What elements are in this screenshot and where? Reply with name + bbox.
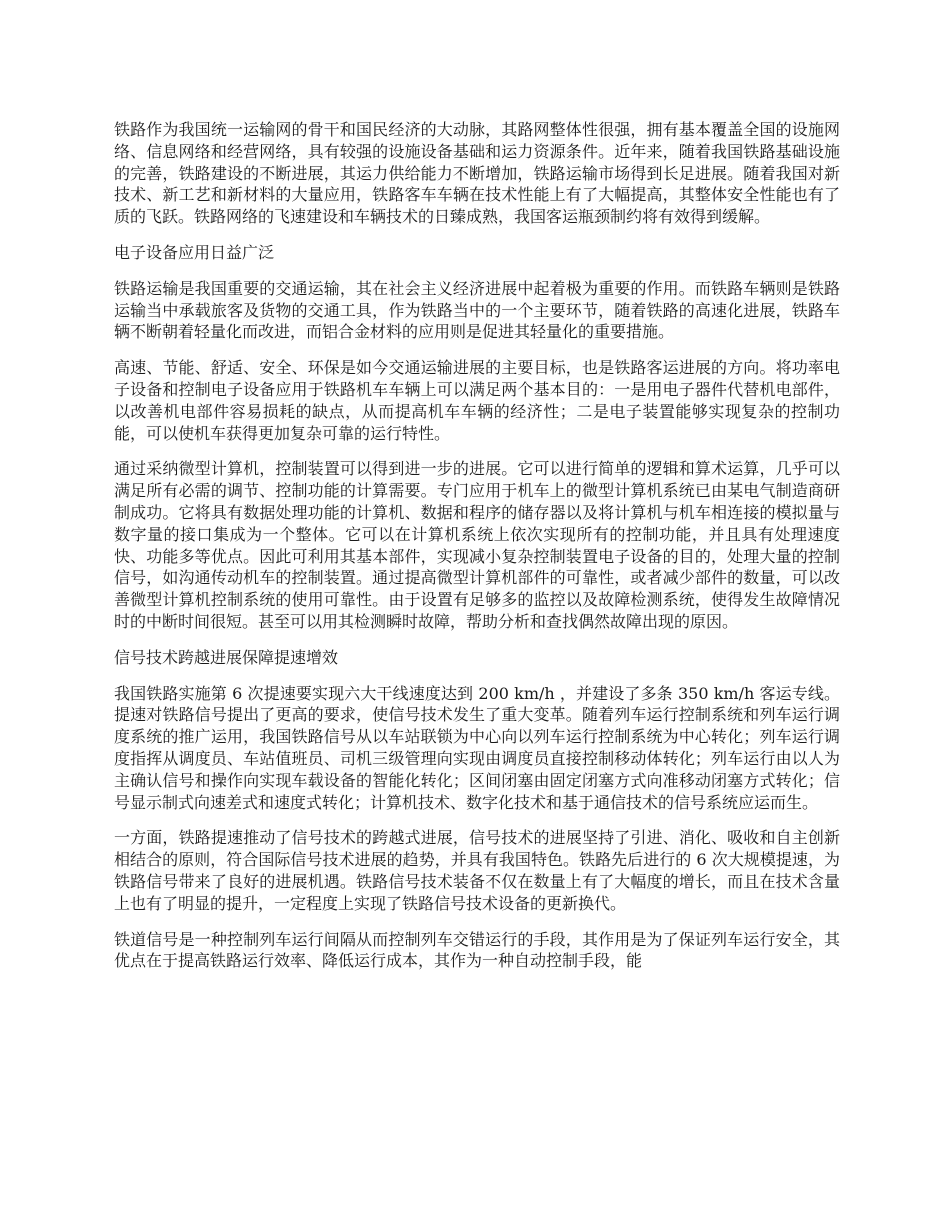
- section-heading-signal: 信号技术跨越进展保障提速增效: [114, 647, 339, 667]
- paragraph-goals: 高速、节能、舒适、安全、环保是如今交通运输进展的主要目标，也是铁路客运进展的方向。将功率电子设备和控制电子设备应用于铁路机车车辆上可以满足两个基本目的：一是用电子器件代替机电部件，以改善机电部件容易损耗的缺点，从而提高机车车辆的经济性；二是电子装置能够实现复杂的控制功能，可以使机车获得更加复杂可靠的运行特性。: [114, 358, 840, 443]
- paragraph-intro: 铁路作为我国统一运输网的骨干和国民经济的大动脉，其路网整体性很强，拥有基本覆盖全国的设施网络、信息网络和经营网络，具有较强的设施设备基础和运力资源条件。近年来，随着我国铁路基础设施的完善，铁路建设的不断进展，其运力供给能力不断增加，铁路运输市场得到长足进展。随着我国对新技术、新工艺和新材料的大量应用，铁路客车车辆在技术性能上有了大幅提高，其整体安全性能也有了质的飞跃。铁路网络的飞速建设和车辆技术的日臻成熟，我国客运瓶颈制约将有效得到缓解。: [114, 120, 840, 227]
- section-heading-electronics: 电子设备应用日益广泛: [114, 242, 275, 262]
- paragraph-signal-progress: 一方面，铁路提速推动了信号技术的跨越式进展，信号技术的进展坚持了引进、消化、吸收和自主创新相结合的原则，符合国际信号技术进展的趋势，并具有我国特色。铁路先后进行的 6 次大规模提速，为铁路信号带来了良好的进展机遇。铁路信号技术装备不仅在数量上有了大幅度的增长，而且在技术含量上也有了明显的提升，一定程度上实现了铁路信号技术设备的更新换代。: [114, 828, 840, 913]
- paragraph-speedup: 我国铁路实施第 6 次提速要实现六大干线速度达到 200 km/h ，并建设了多条 350 km/h 客运专线。提速对铁路信号提出了更高的要求，使信号技术发生了重大变革。随着列车运行控制系统和列车运行调度系统的推广运用，我国铁路信号从以车站联锁为中心向以列车运行控制系统为中心转化；列车运行调度指挥从调度员、车站值班员、司机三级管理向实现由调度员直接控制移动体转化；列车运行由以人为主确认信号和操作向实现车载设备的智能化转化；区间闭塞由固定闭塞方式向准移动闭塞方式转化；信号显示制式向速差式和速度式转化；计算机技术、数字化技术和基于通信技术的信号系统应运而生。: [114, 683, 840, 812]
- paragraph-microcomputer: 通过采纳微型计算机，控制装置可以得到进一步的进展。它可以进行简单的逻辑和算术运算，几乎可以满足所有必需的调节、控制功能的计算需要。专门应用于机车上的微型计算机系统已由某电气制造商研制成功。它将具有数据处理功能的计算机、数据和程序的储存器以及将计算机与机车相连接的模拟量与数字量的接口集成为一个整体。它可以在计算机系统上依次实现所有的控制功能，并且具有处理速度快、功能多等优点。因此可利用其基本部件，实现减小复杂控制装置电子设备的目的，处理大量的控制信号，如沟通传动机车的控制装置。通过提高微型计算机部件的可靠性，或者减少部件的数量，可以改善微型计算机控制系统的使用可靠性。由于设置有足够多的监控以及故障检测系统，使得发生故障情况时的中断时间很短。甚至可以用其检测瞬时故障，帮助分析和查找偶然故障出现的原因。: [114, 459, 840, 631]
- paragraph-rail-transport: 铁路运输是我国重要的交通运输，其在社会主义经济进展中起着极为重要的作用。而铁路车辆则是铁路运输当中承载旅客及货物的交通工具，作为铁路当中的一个主要环节，随着铁路的高速化进展，铁路车辆不断朝着轻量化而改进，而铝合金材料的应用则是促进其轻量化的重要措施。: [114, 278, 840, 342]
- document-body: [114, 119, 840, 986]
- paragraph-railway-signal: 铁道信号是一种控制列车运行间隔从而控制列车交错运行的手段，其作用是为了保证列车运行安全，其优点在于提高铁路运行效率、降低运行成本，其作为一种自动控制手段，能: [114, 929, 840, 971]
